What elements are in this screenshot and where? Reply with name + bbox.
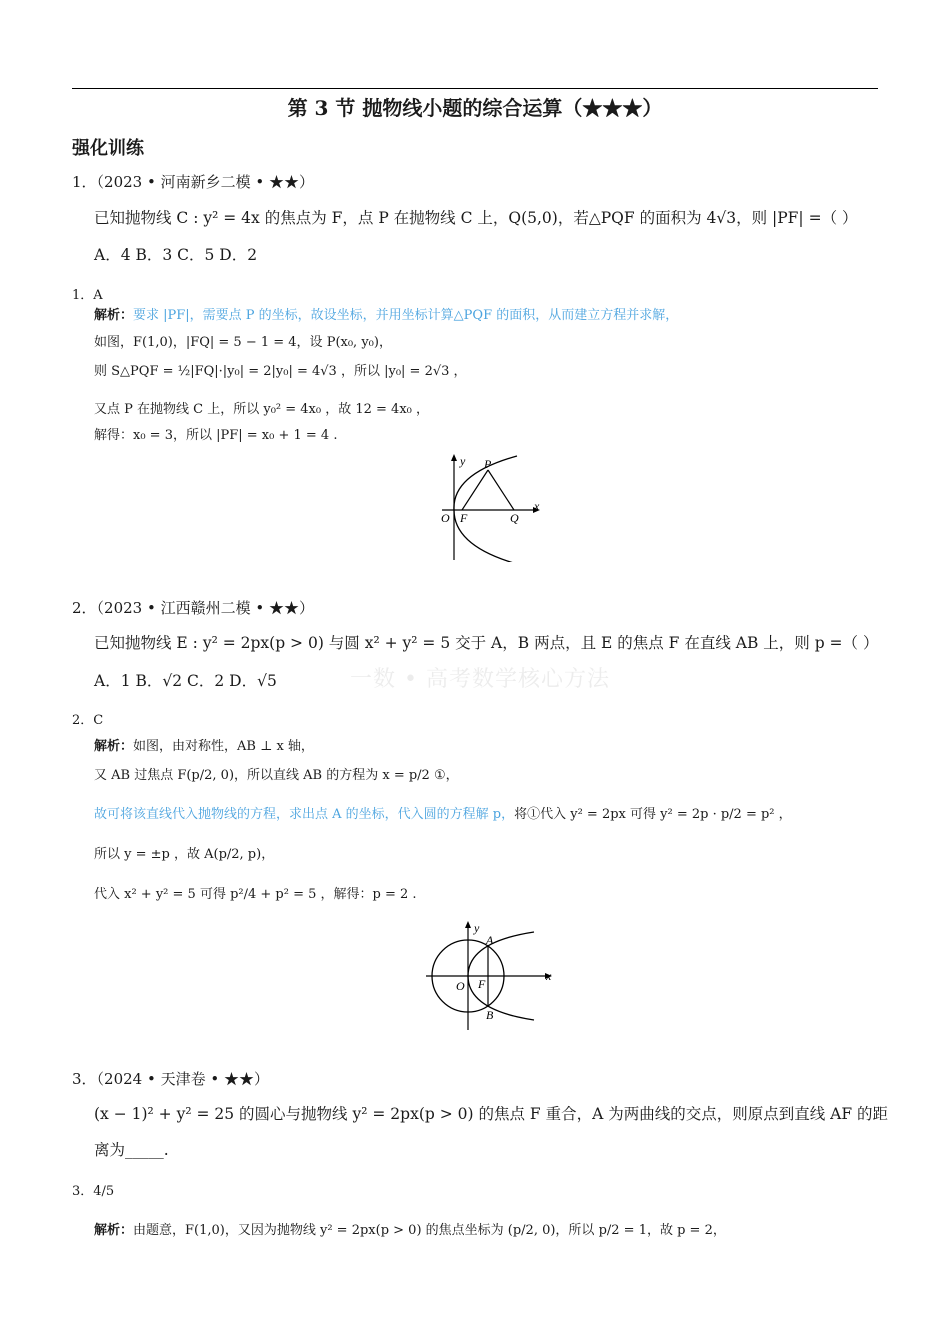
q1-text: 已知抛物线 C : y² = 4x 的焦点为 F，点 P 在抛物线 C 上，Q(5,0)，若△PQF 的面积为 4√3，则 |PF| =（ ）: [94, 209, 858, 227]
q2-sol-hint-tail: 将①代入 y² = 2px 可得 y² = 2p · p/2 = p² ，: [514, 807, 792, 822]
q2-fig-label-f: F: [478, 977, 486, 991]
header-rule: [72, 88, 878, 89]
q1-fig-label-y: y: [460, 454, 466, 468]
q3-answer: 3．4/5: [72, 1184, 115, 1199]
watermark: 一数 • 高考数学核心方法: [350, 667, 610, 692]
q2-fig-label-a: A: [486, 933, 494, 947]
q1-sol-line-1: 如图，F(1,0)，|FQ| = 5 − 1 = 4，设 P(x₀, y₀)，: [94, 335, 392, 350]
q1-fig-label-o: O: [441, 511, 450, 525]
q2-options: A．1 B．√2 C．2 D．√5: [94, 672, 277, 690]
q2-answer: 2．C: [72, 713, 104, 728]
q2-sol-line-5: 代入 x² + y² = 5 可得 p²/4 + p² = 5 ，解得：p = 2 .: [94, 887, 417, 902]
q2-text: 已知抛物线 E : y² = 2px(p > 0) 与圆 x² + y² = 5 交于 A，B 两点，且 E 的焦点 F 在直线 AB 上，则 p =（ ）: [94, 634, 879, 652]
q2-fig-label-b: B: [486, 1008, 494, 1022]
section-heading: 强化训练: [72, 138, 144, 159]
q2-sol-line-2: 又 AB 过焦点 F(p/2, 0)，所以直线 AB 的方程为 x = p/2 ①，: [94, 768, 459, 783]
q1-header: 1．（2023 • 河南新乡二模 • ★★）: [72, 173, 314, 191]
q3-text: (x − 1)² + y² = 25 的圆心与抛物线 y² = 2px(p > 0) 的焦点 F 重合，A 为两曲线的交点，则原点到直线 AF 的距: [94, 1105, 888, 1123]
q2-fig-label-o: O: [456, 979, 465, 993]
q2-figure-circle-parabola: [420, 918, 560, 1033]
q3-text-continued: 离为_____.: [94, 1141, 169, 1159]
q3-solution-line: [94, 1219, 726, 1238]
q1-sol-line-4: 解得：x₀ = 3，所以 |PF| = x₀ + 1 = 4 .: [94, 428, 338, 443]
q1-sol-hint: 要求 |PF|，需要点 P 的坐标，故设坐标，并用坐标计算△PQF 的面积，从而建立方程并求解，: [133, 308, 679, 323]
q1-sol-label: 解析：: [94, 308, 134, 323]
q1-figure-parabola: [420, 452, 550, 562]
q1-fig-label-x: x: [534, 499, 540, 513]
q2-fig-label-x: x: [546, 969, 552, 983]
q1-solution-first-line: [94, 304, 678, 323]
q1-fig-label-p: P: [484, 457, 492, 471]
q2-header: 2．（2023 • 江西赣州二模 • ★★）: [72, 599, 314, 617]
q2-sol-label: 解析：: [94, 739, 134, 754]
q2-sol-first: 如图，由对称性，AB ⊥ x 轴，: [133, 739, 314, 754]
q2-sol-hint-line: [94, 803, 792, 822]
q1-fig-label-q: Q: [510, 511, 519, 525]
q1-sol-line-3: 又点 P 在抛物线 C 上，所以 y₀² = 4x₀ ，故 12 = 4x₀ ，: [94, 402, 430, 417]
q3-header: 3．（2024 • 天津卷 • ★★）: [72, 1070, 269, 1088]
q1-sol-line-2: 则 S△PQF = ½|FQ|·|y₀| = 2|y₀| = 4√3 ，所以 |y₀| = 2√3 ，: [94, 364, 467, 379]
q3-sol-label: 解析：: [94, 1223, 134, 1238]
q1-fig-label-f: F: [460, 511, 468, 525]
page-title: 第 3 节 抛物线小题的综合运算（★★★）: [287, 96, 663, 120]
q2-fig-label-y: y: [474, 921, 480, 935]
q1-options: A．4 B．3 C．5 D．2: [94, 246, 258, 264]
q2-sol-hint: 故可将该直线代入抛物线的方程，求出点 A 的坐标，代入圆的方程解 p，: [94, 807, 515, 822]
q2-sol-line-4: 所以 y = ±p ，故 A(p/2, p)，: [94, 847, 275, 862]
q1-answer: 1．A: [72, 288, 103, 303]
q3-sol-text: 由题意，F(1,0)，又因为抛物线 y² = 2px(p > 0) 的焦点坐标为 (p/2, 0)，所以 p/2 = 1，故 p = 2，: [133, 1223, 726, 1238]
q2-solution-first-line: [94, 735, 314, 754]
